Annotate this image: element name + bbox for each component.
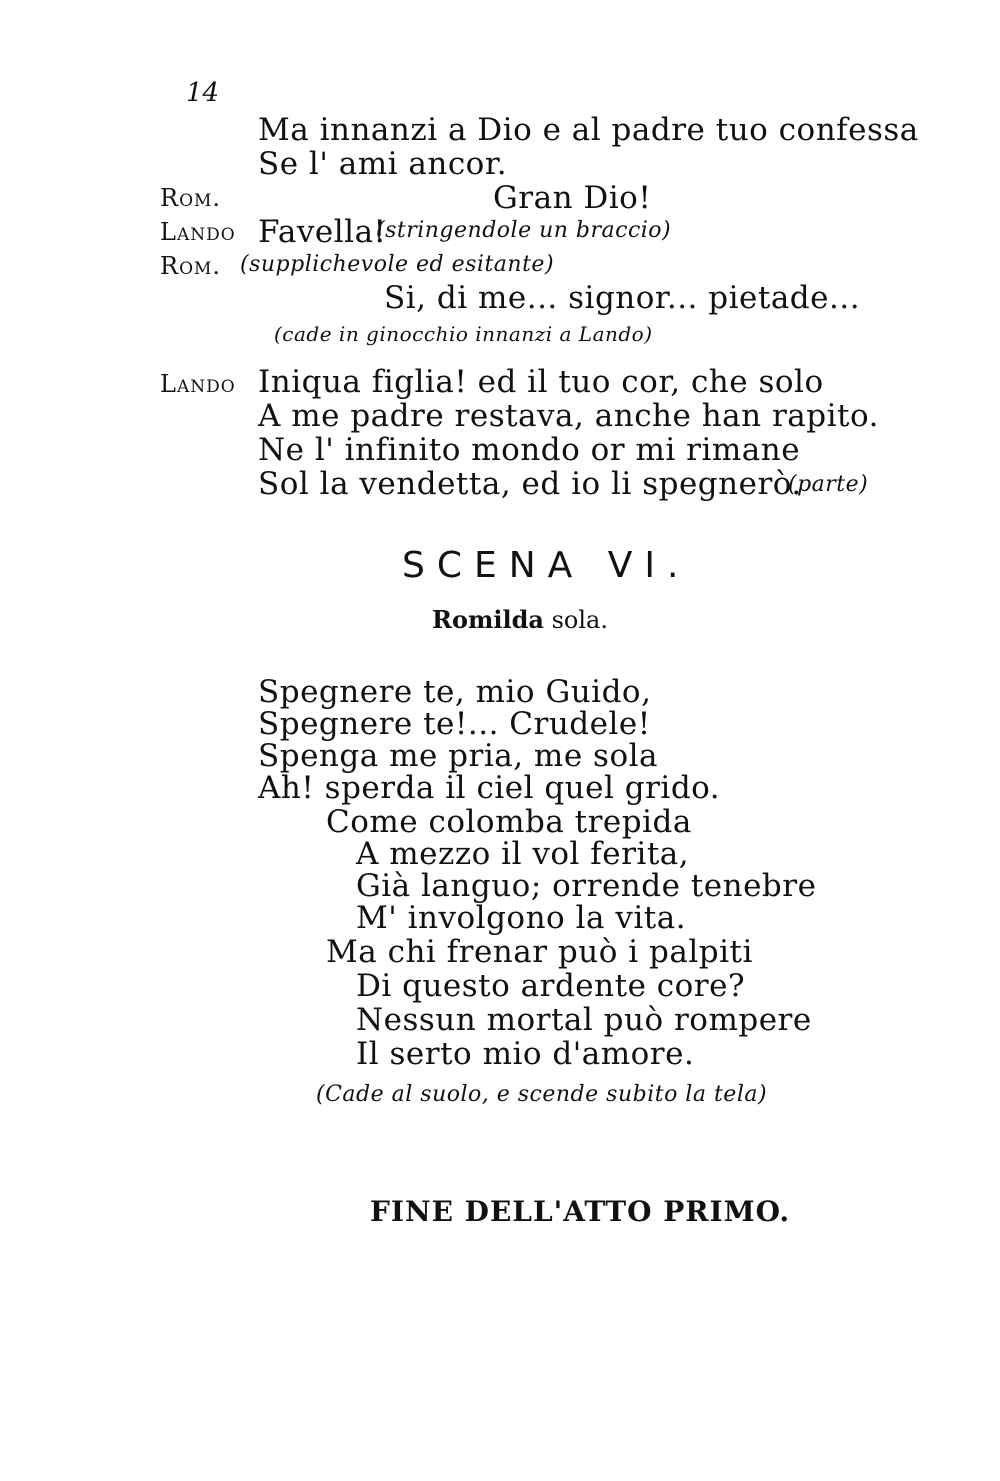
stage-direction: (supplichevole ed esitante): [240, 252, 555, 277]
verse-line: Si, di me... signor... pietade...: [384, 280, 861, 316]
scene-cast: [432, 605, 608, 634]
verse-line: Il serto mio d'amore.: [356, 1036, 695, 1072]
act-ending: FINE DELL'ATTO PRIMO.: [370, 1195, 791, 1228]
verse-line: Favella!: [258, 214, 387, 250]
verse-line: M' involgono la vita.: [356, 900, 687, 936]
speaker-romilda: Rom.: [160, 252, 222, 280]
verse-line: Come colomba trepida: [326, 804, 692, 840]
scene-title: SCENA VI.: [402, 545, 691, 586]
verse-line: Gran Dio!: [493, 180, 652, 216]
verse-line: Già languo; orrende tenebre: [356, 868, 817, 904]
verse-line: Se l' ami ancor.: [258, 146, 508, 182]
speaker-lando: Lando: [160, 370, 236, 398]
speaker-lando: Lando: [160, 218, 236, 246]
page-number: 14: [186, 78, 220, 108]
verse-line: Di questo ardente core?: [356, 968, 746, 1004]
stage-direction: (Cade al suolo, e scende subito la tela): [316, 1082, 768, 1107]
character-name: Romilda: [432, 605, 544, 634]
verse-line: Ne l' infinito mondo or mi rimane: [258, 432, 801, 468]
speaker-romilda: Rom.: [160, 184, 222, 212]
stage-direction: (stringendole un braccio): [376, 218, 672, 243]
verse-line: Nessun mortal può rompere: [356, 1002, 812, 1038]
verse-line: Spegnere te!... Crudele!: [258, 706, 651, 742]
verse-line: Ah! sperda il ciel quel grido.: [258, 770, 721, 806]
verse-line: Sol la vendetta, ed io li spegnerò.: [258, 466, 802, 502]
verse-line: Ma chi frenar può i palpiti: [326, 934, 753, 970]
verse-line: A me padre restava, anche han rapito.: [258, 398, 879, 434]
verse-line: Ma innanzi a Dio e al padre tuo confessa: [258, 112, 919, 148]
verse-line: Iniqua figlia! ed il tuo cor, che solo: [258, 364, 824, 400]
verse-line: Spenga me pria, me sola: [258, 738, 658, 774]
verse-line: Spegnere te, mio Guido,: [258, 674, 652, 710]
verse-line: A mezzo il vol ferita,: [356, 836, 690, 872]
character-note: sola.: [551, 606, 608, 634]
stage-direction: (cade in ginocchio innanzi a Lando): [274, 322, 653, 346]
stage-direction: (parte): [788, 472, 869, 497]
